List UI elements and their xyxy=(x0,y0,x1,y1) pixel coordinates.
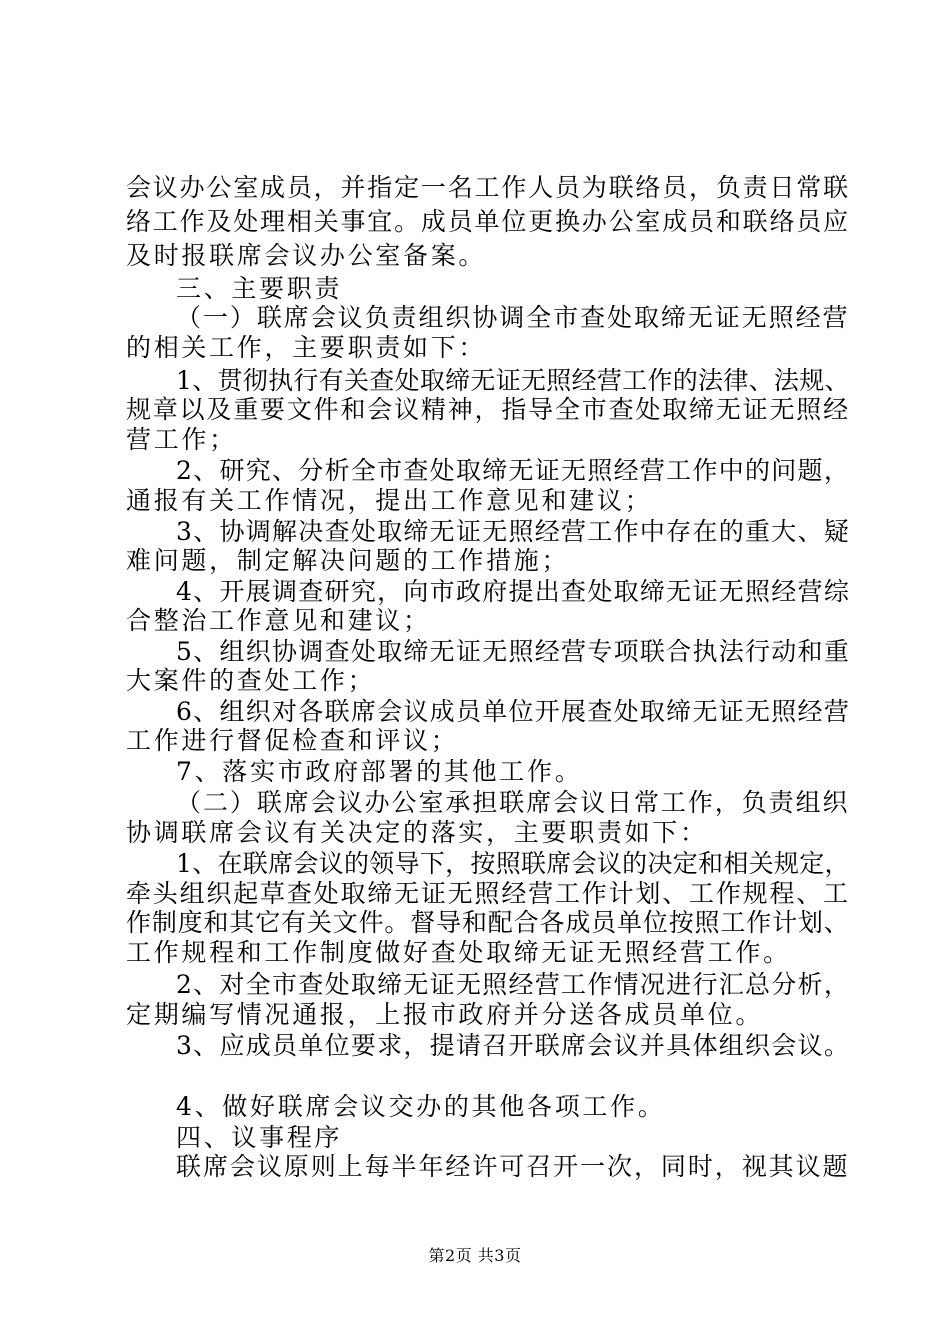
page-footer: 第2页 共3页 xyxy=(428,1246,522,1265)
paragraph-line: （二）联席会议办公室承担联席会议日常工作，负责组织 xyxy=(176,788,850,817)
paragraph-line: 及时报联席会议办公室备案。 xyxy=(126,241,487,270)
paragraph-line: 5、组织协调查处取缔无证无照经营专项联合执法行动和重 xyxy=(176,637,851,666)
paragraph-line: 联席会议原则上每半年经许可召开一次，同时，视其议题 xyxy=(176,1152,850,1181)
paragraph-line: 4、开展调查研究，向市政府提出查处取缔无证无照经营综 xyxy=(176,577,851,606)
paragraph-line: 的相关工作，主要职责如下： xyxy=(126,333,487,362)
paragraph-line: 作制度和其它有关文件。督导和配合各成员单位按照工作计划、 xyxy=(126,908,850,937)
paragraph-line: 三、主要职责 xyxy=(176,274,343,303)
paragraph-line: 4、做好联席会议交办的其他各项工作。 xyxy=(176,1092,666,1121)
paragraph-line: 规章以及重要文件和会议精神，指导全市查处取缔无证无照经 xyxy=(126,395,850,424)
paragraph-line: 大案件的查处工作； xyxy=(126,666,376,695)
paragraph-line: 协调联席会议有关决定的落实，主要职责如下： xyxy=(126,818,708,847)
paragraph-line: 3、协调解决查处取缔无证无照经营工作中存在的重大、疑 xyxy=(176,517,851,546)
paragraph-line: 工作进行督促检查和评议； xyxy=(126,726,459,755)
paragraph-line: 1、在联席会议的领导下，按照联席会议的决定和相关规定， xyxy=(176,849,850,878)
paragraph-line: 难问题，制定解决问题的工作措施； xyxy=(126,546,570,575)
paragraph-line: 通报有关工作情况，提出工作意见和建议； xyxy=(126,486,653,515)
paragraph-line: 牵头组织起草查处取缔无证无照经营工作计划、工作规程、工 xyxy=(126,879,850,908)
paragraph-line: 6、组织对各联席会议成员单位开展查处取缔无证无照经营 xyxy=(176,697,851,726)
paragraph-line: 合整治工作意见和建议； xyxy=(126,606,431,635)
paragraph-line: 2、对全市查处取缔无证无照经营工作情况进行汇总分析， xyxy=(176,970,851,999)
paragraph-line: 3、应成员单位要求，提请召开联席会议并具体组织会议。 xyxy=(176,1031,851,1060)
paragraph-line: 四、议事程序 xyxy=(176,1123,343,1152)
paragraph-line: 7、落实市政府部署的其他工作。 xyxy=(176,757,583,786)
paragraph-line: （一）联席会议负责组织协调全市查处取缔无证无照经营 xyxy=(176,303,850,332)
paragraph-line: 1、贯彻执行有关查处取缔无证无照经营工作的法律、法规、 xyxy=(176,366,850,395)
paragraph-line: 工作规程和工作制度做好查处取缔无证无照经营工作。 xyxy=(126,938,791,967)
paragraph-line: 2、研究、分析全市查处取缔无证无照经营工作中的问题， xyxy=(176,456,851,485)
paragraph-line: 络工作及处理相关事宜。成员单位更换办公室成员和联络员应 xyxy=(126,207,850,236)
paragraph-line: 营工作； xyxy=(126,425,237,454)
paragraph-line: 会议办公室成员，并指定一名工作人员为联络员，负责日常联 xyxy=(126,173,850,202)
paragraph-line: 定期编写情况通报，上报市政府并分送各成员单位。 xyxy=(126,1000,764,1029)
